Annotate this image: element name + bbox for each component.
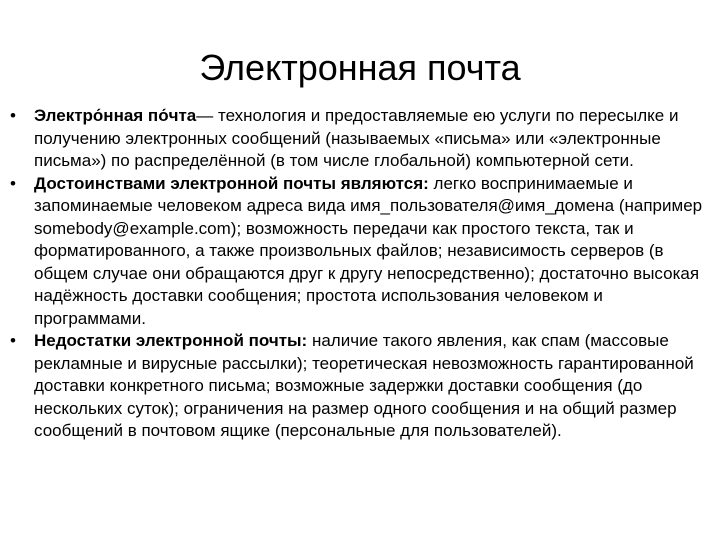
bullet-dot-icon: • bbox=[10, 106, 16, 125]
bullet-text-advantages: легко воспринимаемые и запоминаемые человеком адреса вида имя_пользователя@имя_домена (например somebody@example.com); возможность передачи как простого текста, так и форматированного, а также произвольных файлов; независимость серверов (в общем случае они обращаются друг к другу непосредственно); достаточно высокая надёжность доставки сообщения; простота использования человеком и программами. bbox=[34, 173, 703, 328]
bullet-lead-definition: Электро́нная по́чта bbox=[34, 106, 197, 125]
bullet-item-disadvantages bbox=[8, 330, 712, 443]
bullet-text-disadvantages: наличие такого явления, как спам (массовые рекламные и вирусные рассылки); теоретическая невозможность гарантированной доставки конкретного письма; возможные задержки доставки сообщения (до нескольких суток); ограничения на размер одного сообщения и на общий размер сообщений в почтовом ящике (персональные для пользователей). bbox=[34, 331, 694, 440]
bullet-dot-icon: • bbox=[10, 331, 16, 350]
bullet-lead-disadvantages: Недостатки электронной почты: bbox=[34, 331, 308, 350]
bullet-item-advantages bbox=[8, 173, 712, 331]
bullet-item-definition bbox=[8, 105, 712, 173]
bullet-lead-advantages: Достоинствами электронной почты являются: bbox=[34, 173, 429, 193]
bullet-list bbox=[8, 105, 712, 443]
bullet-dot-icon: • bbox=[10, 173, 16, 193]
slide-title: Электронная почта bbox=[199, 47, 521, 88]
bullet-text-definition: — технология и предоставляемые ею услуги по пересылке и получению электронных сообщений (называемых «письма» или «электронные письма») по распределённой (в том числе глобальной) компьютерной сети. bbox=[34, 106, 679, 170]
